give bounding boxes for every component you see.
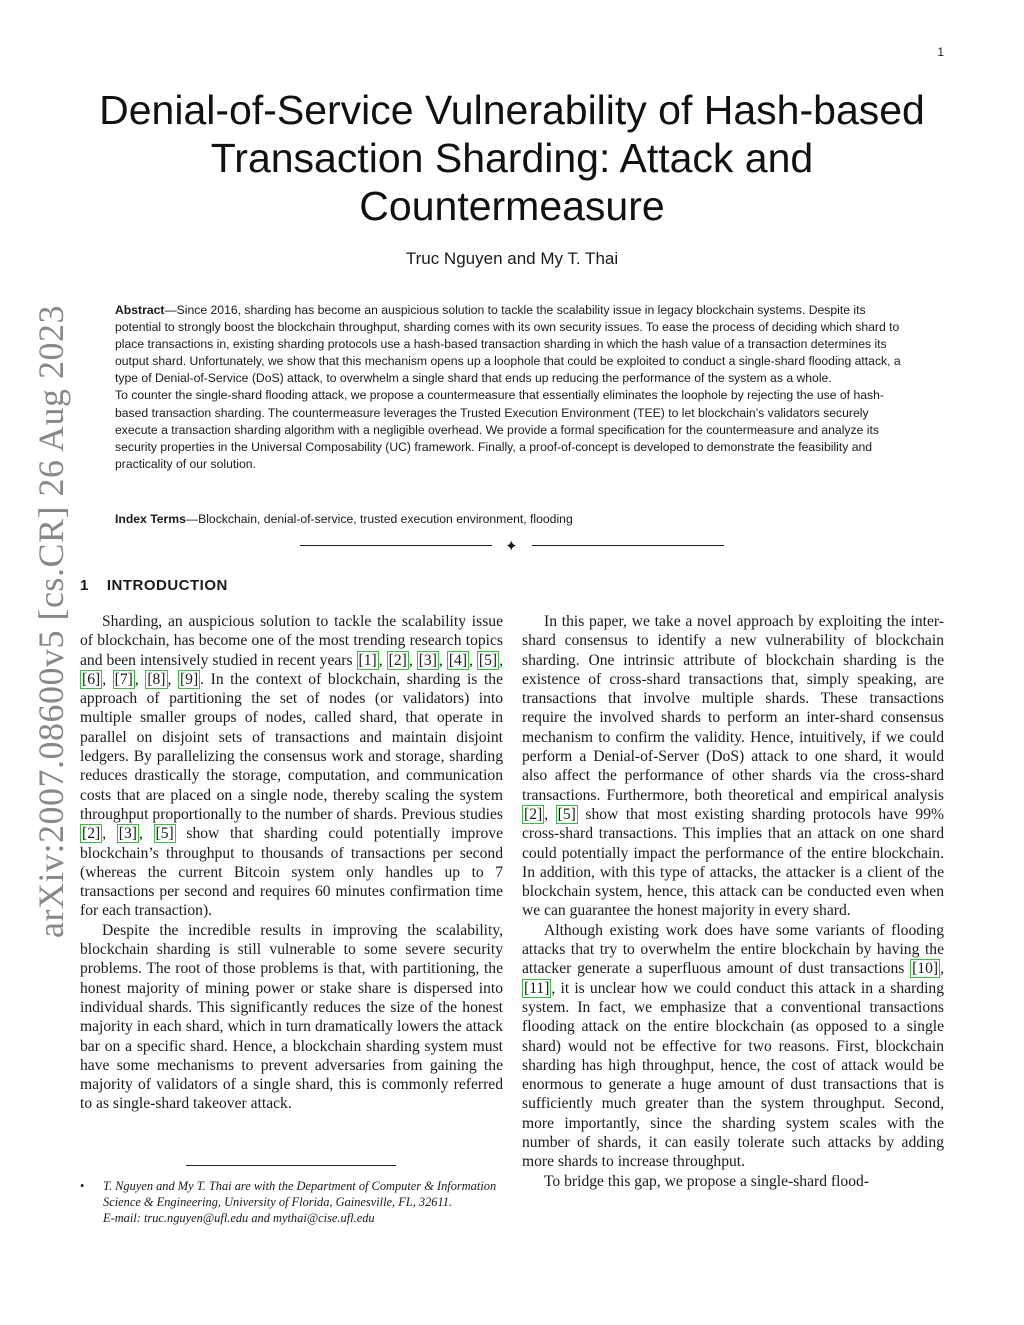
intro-text: Although existing work does have some variants of flooding attacks that try to overwhelm the entire blockchain by having the attacker generate a superfluous amount of dust transactions bbox=[522, 921, 944, 978]
section-heading bbox=[80, 577, 228, 594]
footnote-email[interactable]: E-mail: truc.nguyen@ufl.edu and mythai@cise.ufl.edu bbox=[103, 1211, 375, 1225]
divider-star-icon: ✦ bbox=[505, 537, 518, 555]
citation-link[interactable]: [11] bbox=[524, 979, 550, 997]
abstract bbox=[115, 302, 910, 473]
footnote-bullet-icon: • bbox=[80, 1179, 85, 1193]
citation-link[interactable]: [3] bbox=[418, 651, 437, 669]
divider-line-right bbox=[532, 545, 724, 546]
footnote-rule bbox=[186, 1165, 396, 1166]
intro-text: show that most existing sharding protocols have 99% cross-shard transactions. This implies that an attack on one shard could potentially impact the performance of the entire blockchain. In addition, with this type of attacks, the attacker is a client of the blockchain system, hence, this attack can be conducted even when we can guarantee the honest majority in every shard. bbox=[522, 805, 944, 920]
index-terms-label: Index Terms bbox=[115, 512, 186, 526]
page-number: 1 bbox=[937, 45, 944, 59]
citation-link[interactable]: [4] bbox=[448, 651, 468, 669]
citation-link[interactable]: [1] bbox=[358, 651, 377, 669]
intro-paragraph-2: Despite the incredible results in improving the scalability, blockchain sharding is still vulnerable to some severe security problems. The root of those problems is that, with partitioning, the honest majority of mining power or stake share is dispersed into individual shards. This significantly reduces the size of the honest majority in each shard, which in turn dramatically lowers the attack bar on a specific shard. Hence, a blockchain sharding system must have some mechanisms to prevent adversaries from gaining the majority of validators of a single shard, this is commonly referred to as single-shard takeover attack. bbox=[80, 921, 503, 1113]
citation-link[interactable]: [6] bbox=[82, 670, 101, 688]
right-column bbox=[522, 612, 944, 1191]
intro-paragraph-1 bbox=[80, 612, 503, 921]
divider-line-left bbox=[300, 545, 492, 546]
author-footnote bbox=[80, 1178, 503, 1226]
intro-text: . In the context of blockchain, sharding is the approach of partitioning the set of nodes (or validators) into multiple smaller groups of nodes, called shard, that operate in parallel on disjoint sets of transactions and maintain disjoint ledgers. By parallelizing the consensus work and storage, sharding reduces drastically the storage, computation, and communication costs that are placed on a single node, thereby scaling the system throughput proportionally to the number of shards. Previous studies bbox=[80, 670, 503, 823]
intro-paragraph-4 bbox=[522, 921, 944, 1172]
intro-paragraph-3 bbox=[522, 612, 944, 921]
citation-group: [1] , [2] , [3] , [4] , [5] , [6] , [7] , [8] , [9] bbox=[82, 651, 504, 688]
intro-paragraph-5: To bridge this gap, we propose a single-shard flood- bbox=[544, 1172, 870, 1190]
abstract-paragraph-1 bbox=[115, 302, 910, 387]
citation-link[interactable]: [8] bbox=[147, 670, 166, 688]
intro-text: , it is unclear how we could conduct this attack in a sharding system. In fact, we emphasize that a conventional transactions flooding attack on the entire blockchain (as opposed to a single shard) would not be effective for two reasons. First, blockchain sharding has high throughput, hence, the cost of attack would be enormous to generate a huge amount of dust transactions that is sufficiently much greater than the system throughput. Second, more importantly, since the sharding system scales with the number of shards, it can easily tolerate such attacks by adding more shards to increase throughput. bbox=[522, 979, 944, 1171]
arxiv-identifier-stamp[interactable]: arXiv:2007.08600v5 [cs.CR] 26 Aug 2023 bbox=[31, 305, 71, 938]
citation-group: [2] , [3] , [5] bbox=[82, 825, 174, 843]
section-divider bbox=[300, 536, 724, 556]
paper-title: Denial-of-Service Vulnerability of Hash-based Transaction Sharding: Attack and Countermeasure bbox=[99, 87, 925, 229]
citation-link[interactable]: [5] bbox=[557, 805, 576, 823]
index-terms-text: —Blockchain, denial-of-service, trusted execution environment, flooding bbox=[185, 512, 573, 526]
footnote-affiliation: T. Nguyen and My T. Thai are with the Department of Computer & Information Science & Engineering, University of Florida, Gainesville, FL, 32611. bbox=[103, 1179, 497, 1209]
citation-link[interactable]: [5] bbox=[478, 651, 498, 669]
paper-authors: Truc Nguyen and My T. Thai bbox=[405, 249, 619, 268]
citation-link[interactable]: [2] bbox=[388, 651, 407, 669]
section-number: 1 bbox=[80, 577, 89, 594]
citation-link[interactable]: [2] bbox=[82, 825, 101, 843]
abstract-label: Abstract bbox=[115, 303, 165, 317]
citation-link[interactable]: [2] bbox=[524, 805, 543, 823]
intro-text: Sharding, an auspicious solution to tackle the scalability issue of blockchain, has become one of the most trending research topics and been intensively studied in recent years bbox=[80, 613, 503, 669]
abstract-text-1: —Since 2016, sharding has become an auspicious solution to tackle the scalability issue in legacy blockchain systems. Despite its potential to strongly boost the blockchain throughput, sharding comes with its own security issues. To ease the process of deciding which shard to place transactions in, existing sharding protocols use a hash-based transaction sharding in which the hash value of a transaction determines its output shard. Unfortunately, we show that this mechanism opens up a loophole that could be exploited to conduct a single-shard flooding attack, a type of Denial-of-Service (DoS) attack, to overwhelm a single shard that ends up reducing the performance of the system as a whole. bbox=[115, 303, 901, 386]
citation-link[interactable]: [7] bbox=[114, 670, 133, 688]
citation-link[interactable]: [9] bbox=[179, 670, 199, 688]
section-title: INTRODUCTION bbox=[106, 577, 228, 594]
citation-link[interactable]: [3] bbox=[118, 825, 137, 843]
citation-link[interactable]: [5] bbox=[155, 825, 174, 843]
intro-text: show that sharding could potentially improve blockchain’s throughput to thousands of transactions per second (whereas the current Bitcoin system only handles up to 7 transactions per second and requires 60 minutes confirmation time for each transaction). bbox=[80, 825, 504, 920]
left-column bbox=[80, 612, 503, 1114]
citation-group: [2] , [5] bbox=[524, 805, 576, 823]
citation-link[interactable]: [10] bbox=[912, 960, 939, 978]
abstract-paragraph-2: To counter the single-shard flooding attack, we propose a countermeasure that essentially eliminates the loophole by rejecting the use of hash-based transaction sharding. The countermeasure leverages the Trusted Execution Environment (TEE) to let blockchain’s validators securely execute a transaction sharding algorithm with a negligible overhead. We provide a formal specification for the countermeasure and analyze its security properties in the Universal Composability (UC) framework. Finally, a proof-of-concept is developed to demonstrate the feasibility and practicality of our solution. bbox=[115, 388, 884, 471]
intro-text: In this paper, we take a novel approach by exploiting the inter-shard consensus to identify a new vulnerability of blockchain sharding. One intrinsic attribute of blockchain sharding is the existence of cross-shard transactions that, simply speaking, are transactions that involve multiple shards. These transactions require the involved shards to perform an inter-shard consensus mechanism to confirm the validity. Hence, intuitively, if we could perform a Denial-of-Server (DoS) attack to one shard, it would also affect the performance of other shards via the cross-shard transactions. Furthermore, both theoretical and empirical analysis bbox=[522, 613, 944, 804]
index-terms bbox=[115, 511, 910, 528]
citation-group: [10] , [11] bbox=[524, 960, 944, 997]
